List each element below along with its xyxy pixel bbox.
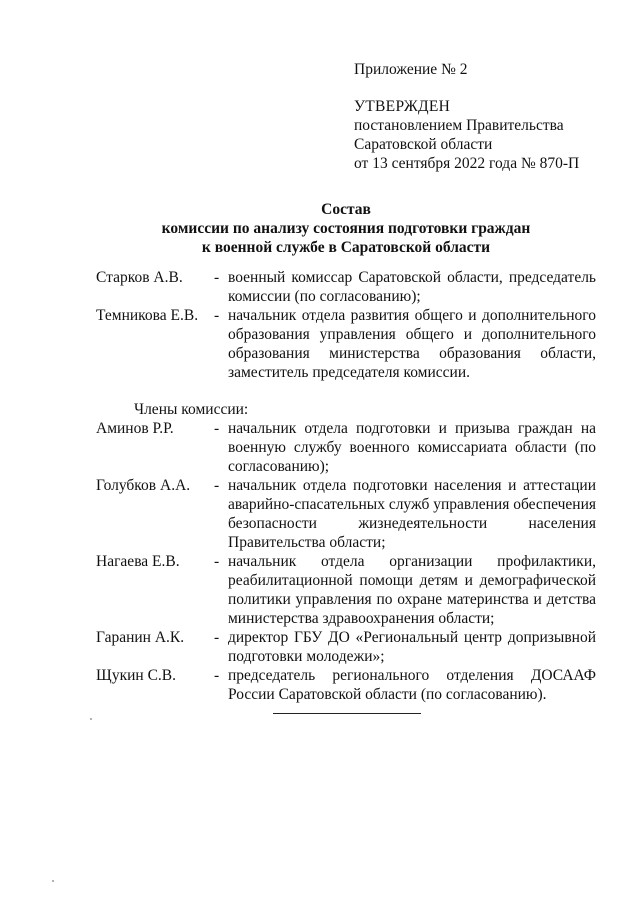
member-role: военный комиссар Саратовской области, председатель комиссии (по согласованию); bbox=[228, 269, 596, 305]
list-item bbox=[96, 552, 596, 628]
member-role: начальник отдела подготовки и призыва граждан на военную службу военного комиссариата области (по согласованию); bbox=[228, 420, 596, 475]
scan-speck bbox=[90, 718, 92, 720]
approved-heading: УТВЕРЖДЕН bbox=[354, 98, 451, 115]
approval-date-line: от 13 сентября 2022 года № 870-П bbox=[354, 155, 580, 172]
member-role: начальник отдела организации профилактики, реабилитационной помощи детям и демографической политики управления по охране материнства и детства министерства здравоохранения области; bbox=[228, 553, 596, 627]
member-name: Голубков А.А. bbox=[96, 477, 191, 494]
list-item bbox=[96, 306, 596, 382]
member-name: Старков А.В. bbox=[96, 269, 183, 286]
closing-rule-line bbox=[273, 713, 421, 714]
list-item bbox=[96, 419, 596, 476]
list-dash: - bbox=[214, 477, 220, 494]
member-name: Темникова Е.В. bbox=[96, 307, 199, 324]
commission-list bbox=[96, 268, 596, 704]
list-dash: - bbox=[214, 553, 220, 570]
list-item bbox=[96, 628, 596, 666]
title-line-2: комиссии по анализу состояния подготовки граждан bbox=[161, 220, 531, 237]
approval-line-1: постановлением Правительства bbox=[354, 117, 564, 134]
member-name: Гаранин А.К. bbox=[96, 629, 185, 646]
list-item bbox=[96, 476, 596, 552]
list-dash: - bbox=[214, 269, 220, 286]
member-role: начальник отдела развития общего и дополнительного образования управления общего и дополнительного образования министерства образования области, заместитель председателя комиссии. bbox=[228, 307, 596, 381]
approval-line-2: Саратовской области bbox=[354, 136, 493, 153]
member-role: председатель регионального отделения ДОСААФ России Саратовской области (по согласованию). bbox=[228, 667, 596, 703]
list-dash: - bbox=[214, 667, 220, 684]
members-label: Члены комиссии: bbox=[134, 401, 249, 418]
list-dash: - bbox=[214, 420, 220, 437]
member-name: Аминов Р.Р. bbox=[96, 420, 174, 437]
list-dash: - bbox=[214, 629, 220, 646]
member-role: начальник отдела подготовки населения и аттестации аварийно-спасательных служб управления обеспечения безопасности жизнедеятельности населения Правительства области; bbox=[228, 477, 596, 551]
title-line-3: к военной службе в Саратовской области bbox=[201, 239, 491, 256]
list-dash: - bbox=[214, 307, 220, 324]
member-name: Нагаева Е.В. bbox=[96, 553, 180, 570]
list-item bbox=[96, 268, 596, 306]
member-role: директор ГБУ ДО «Региональный центр допризывной подготовки молодежи»; bbox=[228, 629, 596, 665]
scan-speck bbox=[52, 880, 54, 882]
appendix-number: Приложение № 2 bbox=[354, 61, 468, 78]
list-item bbox=[96, 666, 596, 704]
title-line-1: Состав bbox=[321, 201, 371, 218]
document-title bbox=[96, 200, 596, 257]
approval-block bbox=[354, 60, 579, 173]
member-name: Щукин С.В. bbox=[96, 667, 176, 684]
